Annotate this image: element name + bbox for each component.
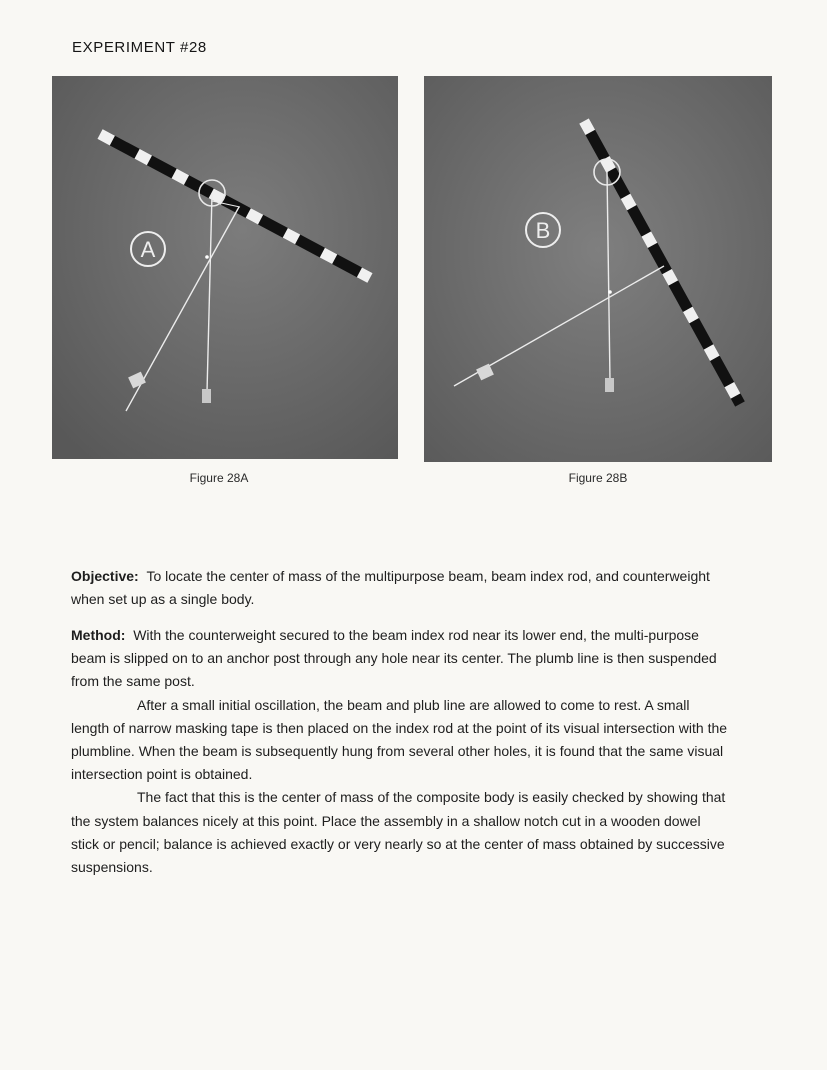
method-paragraph-3: The fact that this is the center of mass of the composite body is easily checked by showing that the system balances nicely at this point. Place the assembly in a shallow notch cut in a wooden dowel stick or pencil; balance is achieved exactly or very nearly so at the center of mass obtained by successive suspensions. [71,789,726,876]
method-text: With the counterweight secured to the beam index rod near its lower end, the multi-purpose beam is slipped on to an anchor post through any hole near its center. The plumb line is then suspended from the same post. [71,627,717,690]
objective-section [71,565,731,611]
method-section [71,624,731,879]
method-paragraph-2: After a small initial oscillation, the beam and plub line are allowed to come to rest. A small length of narrow masking tape is then placed on the index rod at the point of its visual intersection with the plumbline. When the beam is subsequently hung from several other holes, it is found that the same visual intersection point is obtained. [71,696,728,783]
figure-28b-photo [424,76,772,462]
objective-text: To locate the center of mass of the multipurpose beam, beam index rod, and counterweight when set up as a single body. [71,568,710,608]
page-heading: EXPERIMENT #28 [72,39,207,56]
figure-label-a: A [140,237,156,262]
figure-label-b: B [535,218,551,243]
figure-28a-caption: Figure 28A [189,471,249,485]
method-label: Method: [71,627,126,643]
figure-28b-caption: Figure 28B [568,471,628,485]
objective-label: Objective: [71,568,139,584]
figure-28a-photo [52,76,398,459]
